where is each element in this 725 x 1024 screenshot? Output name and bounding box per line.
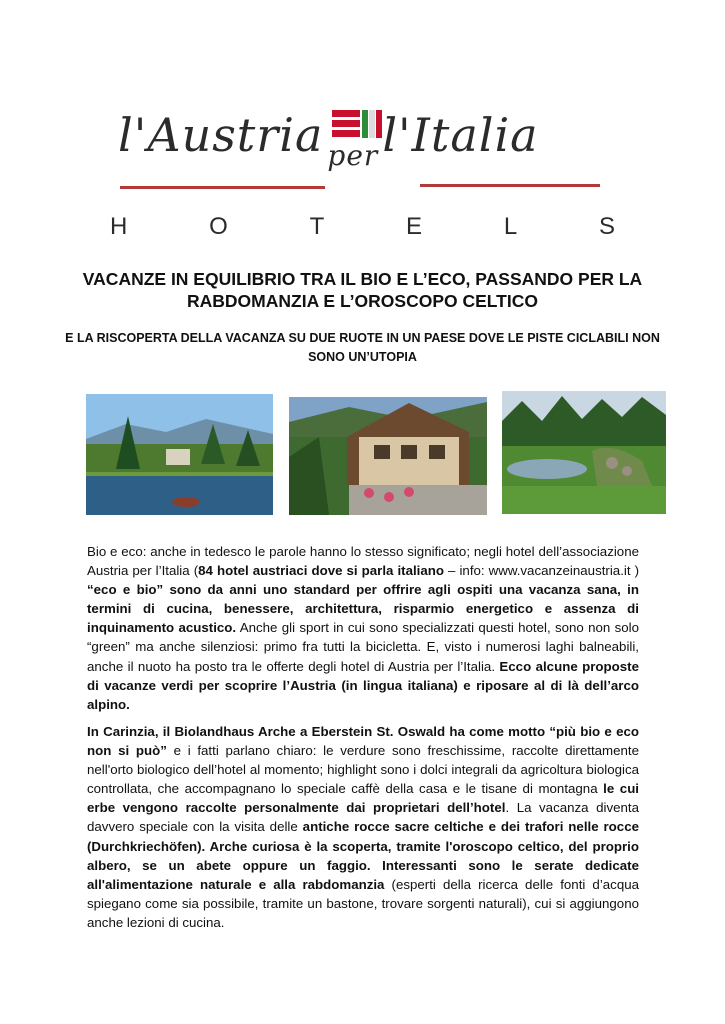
page-title: VACANZE IN EQUILIBRIO TRA IL BIO E L’ECO, PASSANDO PER LA RABDOMANZIA E L’OROSCOPO CELTICO bbox=[82, 269, 643, 311]
photo-hotel-terrace bbox=[289, 397, 487, 515]
flag-icon bbox=[332, 110, 384, 140]
photo-bio-garden bbox=[502, 391, 666, 514]
logo-word-per: per bbox=[327, 139, 379, 172]
intro-paragraph: Bio e eco: anche in tedesco le parole hanno lo stesso significato; negli hotel dell’associazione Austria per l’Italia (84 hotel austriaci dove si parla italiano – info: www.vacanzeinaustria.it ) “eco e bio” sono da anni uno standard per offrire agli ospiti una vacanza sana, in termini di cucina, benessere, architettura, risparmio energetico e assenza di inquinamento acustico. Anche gli sport in cui sono specializzati questi hotel, sono non solo “green” ma anche silenziosi: primo fra tutti la bicicletta. E, visto i numerosi laghi balneabili, anche il nuoto ha posto tra le offerte degli hotel di Austria per l’Italia. Ecco alcune proposte di vacanze verdi per scoprire l’Austria (in lingua italiana) e riposare al di là dell’arco alpino. bbox=[87, 544, 640, 712]
photo-lake-pond bbox=[86, 394, 273, 515]
carinzia-paragraph: In Carinzia, il Biolandhaus Arche a Eberstein St. Oswald ha come motto “più bio e eco non si può” e i fatti parlano chiaro: le verdure sono freschissime, raccolte direttamente nell'orto biologico dell’hotel al momento; highlight sono i dolci integrali da agricoltura biologica controllata, che accompagnano lo speciale caffè della casa e le tisane di montagna le cui erbe vengono raccolte personalmente dai proprietari dell’hotel. La vacanza diventa davvero speciale con la visita delle antiche rocce sacre celtiche e dei trafori nelle rocce (Durchkriechöfen). Arche curiosa è la scoperta, tramite l'oroscopo celtico, del proprio albero, se un abete oppure un faggio. Interessanti sono le serate dedicate all'alimentazione naturale e alla rabdomanzia (esperti della ricerca delle fonti d’acqua spiegano come sia possibile, tramite un bastone, trovare sorgenti naturali), cui si aggiungono anche lezioni di cucina. bbox=[87, 724, 640, 930]
logo-wordmark bbox=[118, 108, 539, 172]
logo-hotels: H O T E L S bbox=[110, 213, 615, 240]
logo-word-austria: l'Austria bbox=[118, 108, 324, 162]
logo-underline bbox=[120, 186, 325, 189]
logo-underline bbox=[420, 184, 600, 187]
page-subtitle: E LA RISCOPERTA DELLA VACANZA SU DUE RUOTE IN UN PAESE DOVE LE PISTE CICLABILI NON SONO UN’UTOPIA bbox=[65, 331, 660, 364]
logo-word-italia: l'Italia bbox=[382, 108, 539, 162]
brand-logo bbox=[110, 108, 615, 240]
